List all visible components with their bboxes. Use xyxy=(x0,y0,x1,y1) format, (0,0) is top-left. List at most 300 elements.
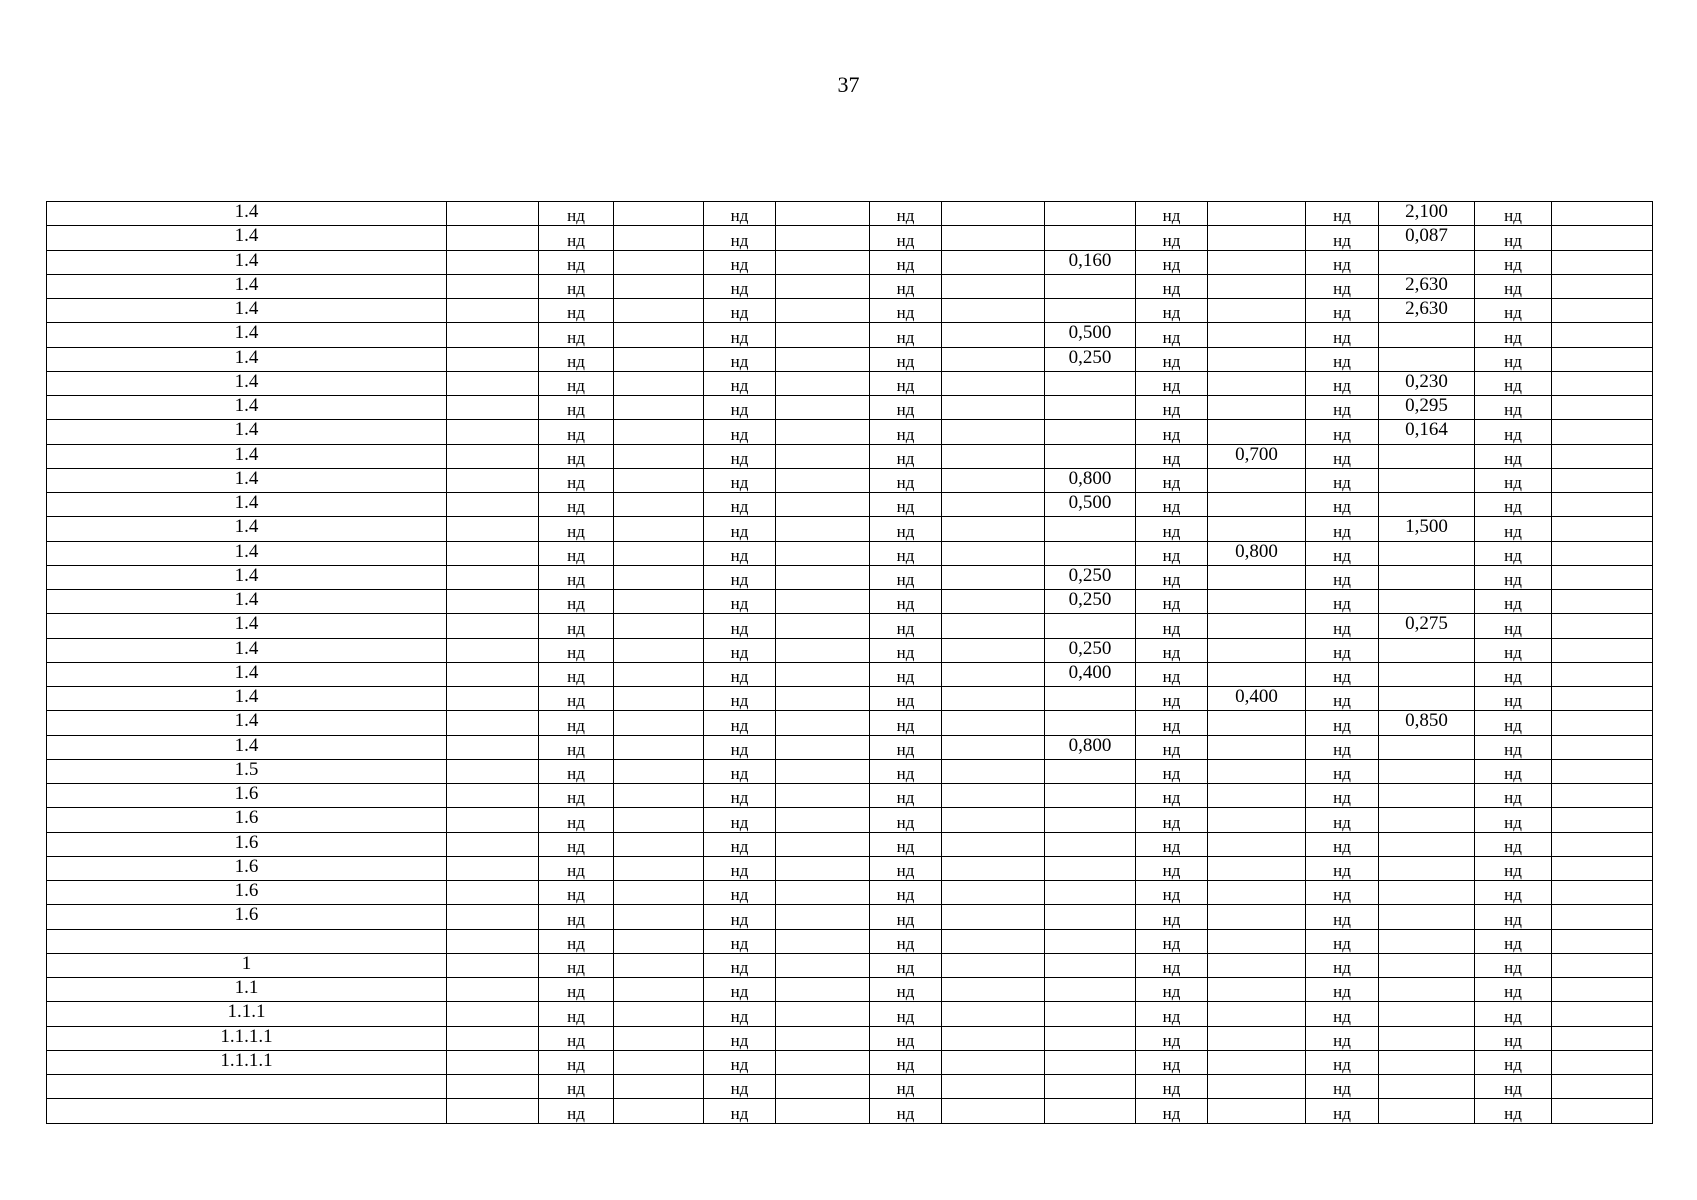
table-cell: нд xyxy=(704,517,776,541)
table-cell xyxy=(1379,662,1475,686)
table-cell: нд xyxy=(539,638,614,662)
table-cell: нд xyxy=(1136,905,1208,929)
table-cell: 1.4 xyxy=(47,396,447,420)
table-cell xyxy=(614,250,704,274)
table-cell xyxy=(776,1026,870,1050)
table-cell xyxy=(447,905,539,929)
table-cell: нд xyxy=(1136,687,1208,711)
table-cell: нд xyxy=(1475,1026,1552,1050)
table-cell xyxy=(1045,541,1136,565)
table-cell: нд xyxy=(870,250,942,274)
table-cell: нд xyxy=(1136,711,1208,735)
table-cell: нд xyxy=(1306,808,1379,832)
table-cell xyxy=(942,856,1045,880)
table-cell xyxy=(942,1026,1045,1050)
table-cell: нд xyxy=(704,1050,776,1074)
table-cell: нд xyxy=(1306,1026,1379,1050)
table-cell xyxy=(1208,517,1306,541)
table-cell xyxy=(1045,202,1136,226)
table-cell: нд xyxy=(1475,905,1552,929)
table-cell: нд xyxy=(704,1075,776,1099)
table-cell xyxy=(447,735,539,759)
table-cell xyxy=(614,371,704,395)
table-cell: нд xyxy=(870,371,942,395)
table-cell: нд xyxy=(704,468,776,492)
table-cell: нд xyxy=(704,202,776,226)
table-cell: нд xyxy=(870,881,942,905)
table-cell xyxy=(942,226,1045,250)
table-cell xyxy=(776,1075,870,1099)
table-cell xyxy=(942,396,1045,420)
table-cell: нд xyxy=(870,1099,942,1123)
table-cell: нд xyxy=(870,1075,942,1099)
table-cell xyxy=(1552,1050,1653,1074)
table-cell xyxy=(942,323,1045,347)
table-cell: нд xyxy=(1306,565,1379,589)
table-cell: 0,250 xyxy=(1045,347,1136,371)
table-body xyxy=(47,202,1653,1124)
table-cell: нд xyxy=(1306,735,1379,759)
table-cell: 1.4 xyxy=(47,541,447,565)
table-cell: нд xyxy=(1306,1002,1379,1026)
table-cell xyxy=(1045,759,1136,783)
table-cell xyxy=(1208,396,1306,420)
table-cell xyxy=(1045,371,1136,395)
table-cell: нд xyxy=(704,614,776,638)
table-cell: нд xyxy=(1306,444,1379,468)
table-cell: нд xyxy=(704,371,776,395)
table-cell xyxy=(1379,1002,1475,1026)
table-cell xyxy=(1045,1050,1136,1074)
table-cell xyxy=(942,1099,1045,1123)
table-cell xyxy=(614,881,704,905)
table-cell: 1.4 xyxy=(47,250,447,274)
table-cell xyxy=(942,517,1045,541)
table-row xyxy=(47,1002,1653,1026)
table-cell xyxy=(1208,978,1306,1002)
table-cell: нд xyxy=(870,953,942,977)
table-cell: нд xyxy=(1136,347,1208,371)
table-cell: нд xyxy=(704,565,776,589)
table-cell: нд xyxy=(539,202,614,226)
table-cell: нд xyxy=(870,929,942,953)
table-cell xyxy=(614,1099,704,1123)
table-row xyxy=(47,250,1653,274)
table-cell xyxy=(942,468,1045,492)
table-cell xyxy=(614,832,704,856)
table-cell xyxy=(1552,517,1653,541)
table-cell: нд xyxy=(1306,226,1379,250)
table-row xyxy=(47,1050,1653,1074)
table-cell: нд xyxy=(1306,396,1379,420)
table-cell xyxy=(942,953,1045,977)
table-cell: нд xyxy=(1306,784,1379,808)
table-cell: нд xyxy=(1475,274,1552,298)
table-cell: нд xyxy=(1306,1099,1379,1123)
table-cell: нд xyxy=(1475,638,1552,662)
table-cell xyxy=(1552,565,1653,589)
table-cell xyxy=(942,759,1045,783)
table-cell xyxy=(1552,371,1653,395)
table-cell: нд xyxy=(539,1050,614,1074)
table-cell xyxy=(1208,905,1306,929)
table-cell xyxy=(1208,1099,1306,1123)
table-cell: 1.4 xyxy=(47,468,447,492)
table-cell: нд xyxy=(1306,711,1379,735)
table-cell: нд xyxy=(870,638,942,662)
table-cell: нд xyxy=(1475,590,1552,614)
table-cell xyxy=(942,1002,1045,1026)
table-cell xyxy=(942,808,1045,832)
table-cell xyxy=(1379,444,1475,468)
table-cell xyxy=(1208,299,1306,323)
table-cell: нд xyxy=(704,687,776,711)
table-cell: нд xyxy=(1475,687,1552,711)
table-cell: нд xyxy=(704,590,776,614)
table-cell: нд xyxy=(1136,662,1208,686)
table-cell: нд xyxy=(1306,953,1379,977)
table-cell: нд xyxy=(870,468,942,492)
table-cell: 1.4 xyxy=(47,590,447,614)
table-cell xyxy=(447,371,539,395)
table-cell: нд xyxy=(539,614,614,638)
table-cell xyxy=(776,590,870,614)
table-cell xyxy=(614,638,704,662)
table-cell xyxy=(614,565,704,589)
table-cell xyxy=(776,468,870,492)
table-row xyxy=(47,735,1653,759)
table-cell: 0,250 xyxy=(1045,590,1136,614)
table-cell xyxy=(1379,978,1475,1002)
table-cell xyxy=(1208,759,1306,783)
table-cell xyxy=(942,202,1045,226)
table-cell xyxy=(1552,735,1653,759)
table-cell: нд xyxy=(1475,856,1552,880)
table-cell xyxy=(614,687,704,711)
table-cell xyxy=(1208,881,1306,905)
table-cell xyxy=(942,420,1045,444)
table-cell xyxy=(1208,711,1306,735)
table-cell xyxy=(1208,1050,1306,1074)
table-cell xyxy=(942,978,1045,1002)
table-cell xyxy=(1208,638,1306,662)
table-row xyxy=(47,978,1653,1002)
table-cell: 1.4 xyxy=(47,323,447,347)
table-cell: 1,500 xyxy=(1379,517,1475,541)
table-cell xyxy=(776,396,870,420)
table-cell: 1.4 xyxy=(47,274,447,298)
table-cell xyxy=(1208,323,1306,347)
table-cell xyxy=(614,493,704,517)
table-cell: 1.4 xyxy=(47,687,447,711)
table-cell: нд xyxy=(539,856,614,880)
table-cell xyxy=(942,1075,1045,1099)
table-cell xyxy=(1045,1026,1136,1050)
table-cell: нд xyxy=(539,541,614,565)
table-cell: нд xyxy=(1306,493,1379,517)
table-cell xyxy=(942,590,1045,614)
table-cell xyxy=(1379,929,1475,953)
table-cell xyxy=(1208,1075,1306,1099)
table-cell xyxy=(1379,953,1475,977)
table-cell: нд xyxy=(1306,905,1379,929)
table-cell xyxy=(776,905,870,929)
table-cell: нд xyxy=(704,905,776,929)
table-cell xyxy=(1552,978,1653,1002)
table-cell: нд xyxy=(870,274,942,298)
table-row xyxy=(47,299,1653,323)
table-cell xyxy=(942,347,1045,371)
table-cell xyxy=(942,638,1045,662)
table-cell xyxy=(447,202,539,226)
table-cell: 1.4 xyxy=(47,299,447,323)
table-row xyxy=(47,420,1653,444)
table-cell xyxy=(776,323,870,347)
table-cell xyxy=(776,1050,870,1074)
table-cell xyxy=(1552,662,1653,686)
table-cell: 1.4 xyxy=(47,493,447,517)
table-cell: 0,800 xyxy=(1045,735,1136,759)
table-cell: нд xyxy=(870,541,942,565)
table-cell xyxy=(1379,881,1475,905)
table-cell: нд xyxy=(539,323,614,347)
table-row xyxy=(47,371,1653,395)
table-row xyxy=(47,468,1653,492)
table-cell xyxy=(614,759,704,783)
table-cell xyxy=(614,396,704,420)
table-cell: нд xyxy=(1306,517,1379,541)
table-row xyxy=(47,929,1653,953)
table-cell xyxy=(1208,202,1306,226)
table-cell xyxy=(776,1002,870,1026)
table-cell xyxy=(614,1050,704,1074)
table-cell: нд xyxy=(704,250,776,274)
table-cell xyxy=(447,517,539,541)
table-row xyxy=(47,856,1653,880)
table-cell: 1.1.1.1 xyxy=(47,1050,447,1074)
table-cell: нд xyxy=(1136,1002,1208,1026)
table-cell xyxy=(1379,1075,1475,1099)
table-cell: нд xyxy=(1306,323,1379,347)
table-cell xyxy=(1379,323,1475,347)
table-cell: нд xyxy=(1136,468,1208,492)
table-cell: нд xyxy=(1475,1002,1552,1026)
table-cell xyxy=(1552,929,1653,953)
table-cell: нд xyxy=(1136,735,1208,759)
table-cell: нд xyxy=(539,590,614,614)
table-cell: нд xyxy=(870,711,942,735)
table-row xyxy=(47,638,1653,662)
table-cell xyxy=(614,202,704,226)
table-cell: 0,850 xyxy=(1379,711,1475,735)
table-cell xyxy=(1552,250,1653,274)
table-cell xyxy=(1552,420,1653,444)
table-cell xyxy=(1552,759,1653,783)
table-cell: 1.4 xyxy=(47,638,447,662)
table-cell: нд xyxy=(704,226,776,250)
table-row xyxy=(47,347,1653,371)
table-cell: 1.1 xyxy=(47,978,447,1002)
table-cell xyxy=(1552,323,1653,347)
table-cell: нд xyxy=(1136,323,1208,347)
table-cell: нд xyxy=(1475,808,1552,832)
table-cell xyxy=(776,953,870,977)
table-cell xyxy=(776,371,870,395)
table-cell xyxy=(942,250,1045,274)
table-cell xyxy=(776,808,870,832)
table-cell: нд xyxy=(704,1099,776,1123)
table-cell xyxy=(1379,905,1475,929)
table-cell: нд xyxy=(1306,1050,1379,1074)
table-cell: 0,800 xyxy=(1208,541,1306,565)
table-row xyxy=(47,323,1653,347)
table-cell xyxy=(1208,856,1306,880)
table-cell: нд xyxy=(1475,1075,1552,1099)
table-cell: нд xyxy=(1306,202,1379,226)
table-cell xyxy=(1379,590,1475,614)
table-cell xyxy=(1045,396,1136,420)
table-cell xyxy=(447,614,539,638)
table-cell xyxy=(942,614,1045,638)
table-cell: 1.4 xyxy=(47,614,447,638)
table-cell: нд xyxy=(1136,614,1208,638)
table-row xyxy=(47,202,1653,226)
table-cell xyxy=(1552,687,1653,711)
table-cell xyxy=(447,590,539,614)
table-cell: нд xyxy=(704,444,776,468)
table-cell xyxy=(1552,226,1653,250)
table-row xyxy=(47,614,1653,638)
table-cell xyxy=(447,808,539,832)
table-cell: нд xyxy=(1306,274,1379,298)
table-cell xyxy=(1379,808,1475,832)
table-cell xyxy=(1552,444,1653,468)
table-cell xyxy=(447,250,539,274)
table-row xyxy=(47,590,1653,614)
table-cell xyxy=(1208,371,1306,395)
table-cell xyxy=(776,638,870,662)
table-cell xyxy=(1045,929,1136,953)
table-cell xyxy=(1552,347,1653,371)
table-cell xyxy=(942,299,1045,323)
table-cell: нд xyxy=(539,565,614,589)
table-cell: 1.4 xyxy=(47,226,447,250)
table-cell: нд xyxy=(870,420,942,444)
table-cell xyxy=(1379,784,1475,808)
table-row xyxy=(47,517,1653,541)
page-number: 37 xyxy=(837,72,860,97)
table-cell: 0,400 xyxy=(1045,662,1136,686)
table-cell: нд xyxy=(1475,299,1552,323)
table-row xyxy=(47,881,1653,905)
table-cell xyxy=(942,784,1045,808)
table-cell: нд xyxy=(1475,953,1552,977)
table-cell: нд xyxy=(870,978,942,1002)
table-cell xyxy=(776,299,870,323)
table-cell: 0,800 xyxy=(1045,468,1136,492)
table-cell: нд xyxy=(539,808,614,832)
table-cell xyxy=(1045,856,1136,880)
table-cell: 1.4 xyxy=(47,202,447,226)
table-cell: 1.1.1 xyxy=(47,1002,447,1026)
table-cell: нд xyxy=(1475,444,1552,468)
table-cell xyxy=(1045,614,1136,638)
table-cell xyxy=(1552,711,1653,735)
table-cell xyxy=(447,226,539,250)
table-cell xyxy=(1552,784,1653,808)
table-cell: нд xyxy=(539,735,614,759)
table-cell: 1.4 xyxy=(47,371,447,395)
table-cell xyxy=(447,832,539,856)
table-cell: нд xyxy=(539,881,614,905)
table-cell xyxy=(1552,1026,1653,1050)
table-cell xyxy=(1208,420,1306,444)
table-cell xyxy=(942,541,1045,565)
table-cell: нд xyxy=(870,299,942,323)
table-cell: 0,400 xyxy=(1208,687,1306,711)
table-cell xyxy=(1208,929,1306,953)
table-cell: нд xyxy=(1475,396,1552,420)
table-cell: нд xyxy=(539,687,614,711)
table-cell xyxy=(447,1026,539,1050)
table-cell xyxy=(1045,711,1136,735)
table-cell: нд xyxy=(1136,396,1208,420)
table-cell xyxy=(1552,808,1653,832)
table-cell: нд xyxy=(539,1075,614,1099)
table-cell xyxy=(447,444,539,468)
table-cell: нд xyxy=(1475,929,1552,953)
table-cell xyxy=(1208,808,1306,832)
table-cell xyxy=(1552,881,1653,905)
table-cell xyxy=(776,250,870,274)
table-cell: нд xyxy=(1136,856,1208,880)
table-cell xyxy=(614,784,704,808)
table-cell xyxy=(614,929,704,953)
table-cell xyxy=(447,1075,539,1099)
table-cell: 1.5 xyxy=(47,759,447,783)
table-cell: нд xyxy=(1306,687,1379,711)
table-cell xyxy=(614,978,704,1002)
table-cell: нд xyxy=(1136,226,1208,250)
table-cell: нд xyxy=(870,808,942,832)
table-cell: 1.1.1.1 xyxy=(47,1026,447,1050)
table-cell xyxy=(1208,662,1306,686)
table-cell: 2,630 xyxy=(1379,299,1475,323)
table-cell: нд xyxy=(1475,493,1552,517)
table-cell xyxy=(1379,1026,1475,1050)
table-cell xyxy=(1379,832,1475,856)
table-cell xyxy=(1552,202,1653,226)
table-cell: нд xyxy=(704,541,776,565)
table-cell xyxy=(447,323,539,347)
table-cell xyxy=(1552,638,1653,662)
table-cell xyxy=(447,347,539,371)
table-cell xyxy=(1552,493,1653,517)
table-cell: 1.6 xyxy=(47,905,447,929)
table-cell xyxy=(1208,1002,1306,1026)
table-cell xyxy=(1208,614,1306,638)
table-cell: нд xyxy=(870,687,942,711)
table-cell: нд xyxy=(539,274,614,298)
table-cell: нд xyxy=(1475,784,1552,808)
table-cell xyxy=(447,541,539,565)
table-cell: нд xyxy=(704,808,776,832)
table-cell xyxy=(447,493,539,517)
table-cell xyxy=(1045,905,1136,929)
table-cell: 1.4 xyxy=(47,565,447,589)
table-cell: нд xyxy=(1136,371,1208,395)
table-cell xyxy=(776,662,870,686)
